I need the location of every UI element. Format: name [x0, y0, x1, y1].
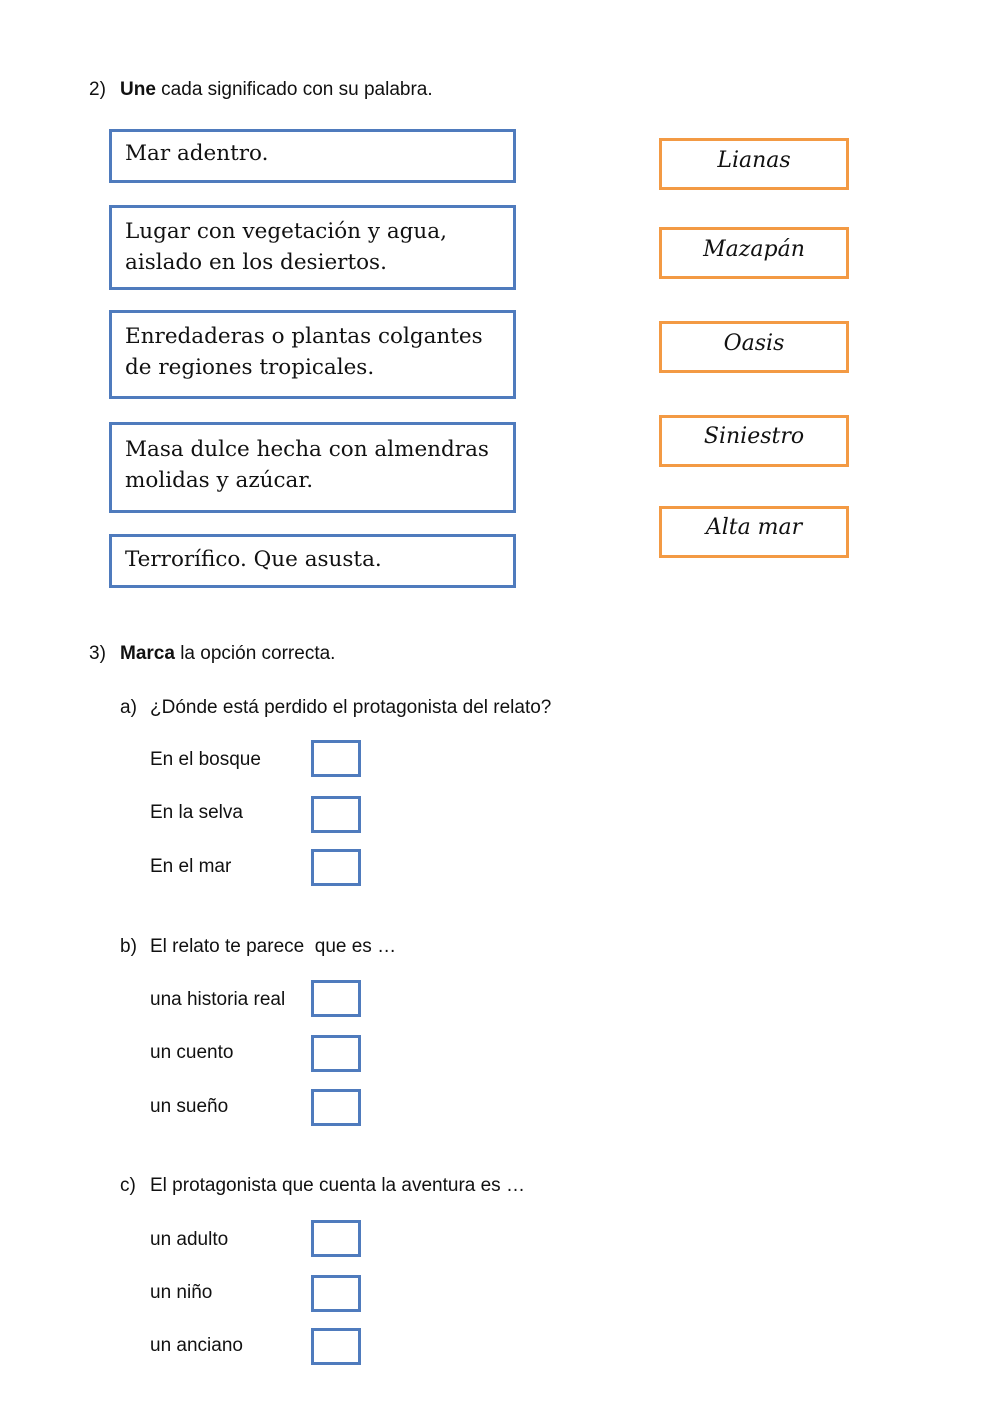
- definition-text: Terrorífico. Que asusta.: [125, 547, 382, 572]
- section-2-number: 2): [89, 79, 106, 100]
- word-text: Oasis: [723, 331, 785, 356]
- section-3-number: 3): [89, 643, 106, 664]
- question-text: El protagonista que cuenta la aventura es …: [150, 1175, 525, 1196]
- word-text: Mazapán: [703, 237, 805, 262]
- question-a: [120, 697, 551, 719]
- word-text: Alta mar: [705, 515, 803, 540]
- definition-box[interactable]: [109, 205, 516, 290]
- word-text: Siniestro: [703, 424, 805, 449]
- word-text: Lianas: [717, 148, 791, 173]
- option-label: un cuento: [150, 1042, 234, 1063]
- question-letter: c): [120, 1175, 136, 1196]
- option-label: una historia real: [150, 989, 286, 1010]
- question-letter: b): [120, 936, 137, 957]
- question-text: El relato te parece que es …: [150, 936, 397, 957]
- word-box-mazapan[interactable]: [659, 227, 849, 279]
- definition-text: Enredaderas o plantas colgantes de regiones tropicales.: [125, 324, 483, 380]
- option-label: En la selva: [150, 802, 243, 823]
- question-b: [120, 936, 396, 958]
- option-checkbox[interactable]: [311, 1089, 361, 1126]
- option-label: un anciano: [150, 1335, 243, 1356]
- option-label: un adulto: [150, 1229, 229, 1250]
- definition-text: Mar adentro.: [125, 141, 269, 166]
- section-3-instruction: la opción correcta.: [174, 643, 336, 664]
- definition-box[interactable]: [109, 310, 516, 399]
- question-letter: a): [120, 697, 137, 718]
- option-checkbox[interactable]: [311, 1275, 361, 1312]
- option-checkbox[interactable]: [311, 796, 361, 833]
- section-2-instruction: cada significado con su palabra.: [155, 79, 433, 100]
- section-3-heading: [89, 643, 335, 665]
- option-label: un niño: [150, 1282, 213, 1303]
- definition-box[interactable]: [109, 534, 516, 588]
- section-2-instruction-bold: Une: [120, 79, 156, 100]
- word-box-siniestro[interactable]: [659, 415, 849, 467]
- option-checkbox[interactable]: [311, 1220, 361, 1257]
- section-2-heading: [89, 79, 433, 101]
- question-c: [120, 1175, 525, 1197]
- definition-text: Masa dulce hecha con almendras molidas y azúcar.: [125, 437, 489, 493]
- section-3-instruction-bold: Marca: [120, 643, 175, 664]
- option-checkbox[interactable]: [311, 849, 361, 886]
- definition-box[interactable]: [109, 129, 516, 183]
- option-checkbox[interactable]: [311, 740, 361, 777]
- definition-box[interactable]: [109, 422, 516, 513]
- word-box-alta-mar[interactable]: [659, 506, 849, 558]
- word-box-lianas[interactable]: [659, 138, 849, 190]
- option-checkbox[interactable]: [311, 1035, 361, 1072]
- option-checkbox[interactable]: [311, 1328, 361, 1365]
- option-label: En el bosque: [150, 749, 261, 770]
- option-checkbox[interactable]: [311, 980, 361, 1017]
- option-label: un sueño: [150, 1096, 229, 1117]
- definition-text: Lugar con vegetación y agua, aislado en los desiertos.: [125, 219, 447, 275]
- question-text: ¿Dónde está perdido el protagonista del relato?: [150, 697, 552, 718]
- option-label: En el mar: [150, 856, 232, 877]
- word-box-oasis[interactable]: [659, 321, 849, 373]
